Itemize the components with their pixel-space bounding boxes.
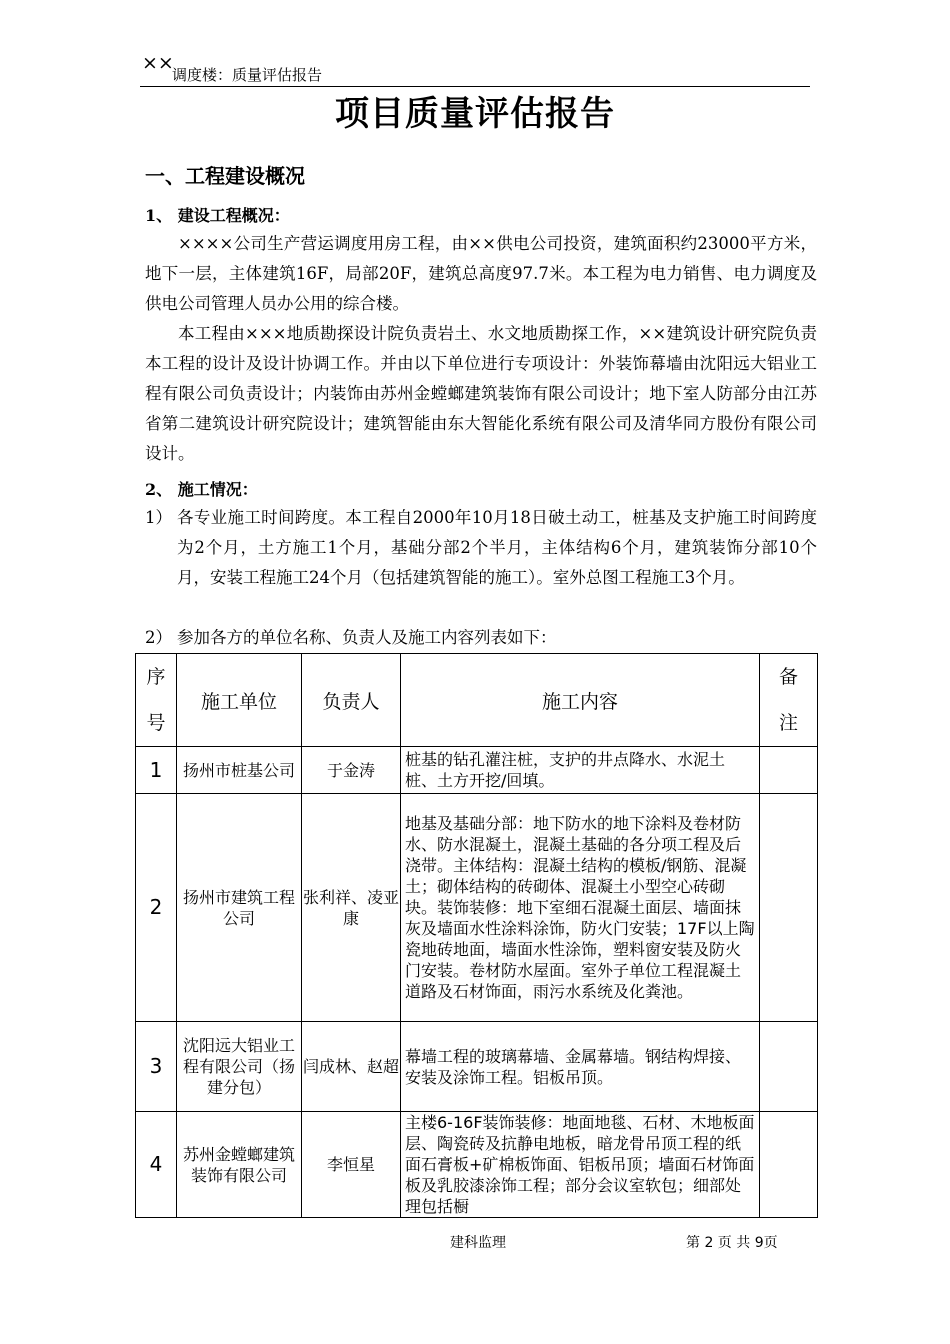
row-content: 幕墙工程的玻璃幕墙、金属幕墙。钢结构焊接、安装及涂饰工程。铝板吊顶。 [401,1022,760,1112]
paragraph-1-text: ××××公司生产营运调度用房工程，由××供电公司投资，建筑面积约23000平方米，地下一层，主体建筑16F，局部20F，建筑总高度97.7米。本工程为电力销售、电力调度及供电公司管理人员办公用的综合楼。 [145,234,817,313]
header-note-line1: 备 [778,666,798,688]
footer-center: 建科监理 [450,1235,506,1251]
subsection-heading-1: 1、 建设工程概况： [145,206,290,225]
table-row [136,747,818,794]
header-seq [136,654,177,747]
contractor-table [135,653,818,1218]
table-row [136,1022,818,1112]
row-unit: 苏州金螳螂建筑装饰有限公司 [177,1112,302,1218]
row-unit: 沈阳远大铝业工程有限公司（扬建分包） [177,1022,302,1112]
table-row [136,1112,818,1218]
page-header [140,52,810,87]
row-person: 张利祥、凌亚康 [302,794,401,1022]
paragraph-2 [145,319,817,469]
list-item-2 [145,623,817,653]
page-number: 第 2 页 共 9页 [686,1235,778,1251]
row-unit: 扬州市建筑工程公司 [177,794,302,1022]
header-title: 调度楼：质量评估报告 [172,66,323,84]
row-content: 桩基的钻孔灌注桩，支护的井点降水、水泥土桩、土方开挖/回填。 [401,747,760,794]
header-seq-line1: 序 [146,666,166,688]
row-note [760,747,818,794]
row-note [760,1112,818,1218]
paragraph-2-text: 本工程由×××地质勘探设计院负责岩土、水文地质勘探工作，××建筑设计研究院负责本工程的设计及设计协调工作。并由以下单位进行专项设计：外装饰幕墙由沈阳远大铝业工程有限公司负责设计；内装饰由苏州金螳螂建筑装饰有限公司设计；地下室人防部分由江苏省第二建筑设计研究院设计；建筑智能由东大智能化系统有限公司及清华同方股份有限公司设计。 [145,324,817,463]
row-note [760,1022,818,1112]
row-seq: 1 [136,747,177,794]
row-seq: 4 [136,1112,177,1218]
row-content: 地基及基础分部：地下防水的地下涂料及卷材防水、防水混凝土，混凝土基础的各分项工程及后浇带。主体结构：混凝土结构的模板/钢筋、混凝土；砌体结构的砖砌体、混凝土小型空心砖砌块。装饰装修：地下室细石混凝土面层、墙面抹灰及墙面水性涂料涂饰，防火门安装；17F以上陶瓷地砖地面，墙面水性涂饰，塑料窗安装及防火门安装。卷材防水屋面。室外子单位工程混凝土道路及石材饰面，雨污水系统及化粪池。 [401,794,760,1022]
header-unit: 施工单位 [177,654,302,747]
header-note [760,654,818,747]
row-seq: 3 [136,1022,177,1112]
header-prefix: ×× [142,52,174,74]
table-row [136,794,818,1022]
row-unit: 扬州市桩基公司 [177,747,302,794]
list-item-1-number: 1） [145,508,172,527]
row-person: 于金涛 [302,747,401,794]
row-person: 李恒星 [302,1112,401,1218]
header-seq-line2: 号 [146,712,166,734]
list-item-2-text: 参加各方的单位名称、负责人及施工内容列表如下： [177,628,557,647]
row-content: 主楼6-16F装饰装修：地面地毯、石材、木地板面层、陶瓷砖及抗静电地板，暗龙骨吊顶工程的纸面石膏板+矿棉板饰面、铝板吊顶；墙面石材饰面板及乳胶漆涂饰工程；部分会议室软包；细部处理包括橱 [401,1112,760,1218]
list-item-2-number: 2） [145,628,172,647]
list-item-1-text: 各专业施工时间跨度。本工程自2000年10月18日破土动工，桩基及支护施工时间跨度为2个月，土方施工1个月，基础分部2个半月，主体结构6个月，建筑装饰分部10个月，安装工程施工24个月（包括建筑智能的施工）。室外总图工程施工3个月。 [177,508,817,587]
header-person: 负责人 [302,654,401,747]
list-item-1 [145,503,817,623]
section-heading: 一、工程建设概况 [145,164,305,188]
document-title: 项目质量评估报告 [335,94,615,134]
subsection-heading-2: 2、 施工情况： [145,480,258,499]
paragraph-1 [145,229,817,319]
header-content: 施工内容 [401,654,760,747]
table-header-row [136,654,818,747]
row-seq: 2 [136,794,177,1022]
row-person: 闫成林、赵超 [302,1022,401,1112]
row-note [760,794,818,1022]
header-note-line2: 注 [778,712,798,734]
